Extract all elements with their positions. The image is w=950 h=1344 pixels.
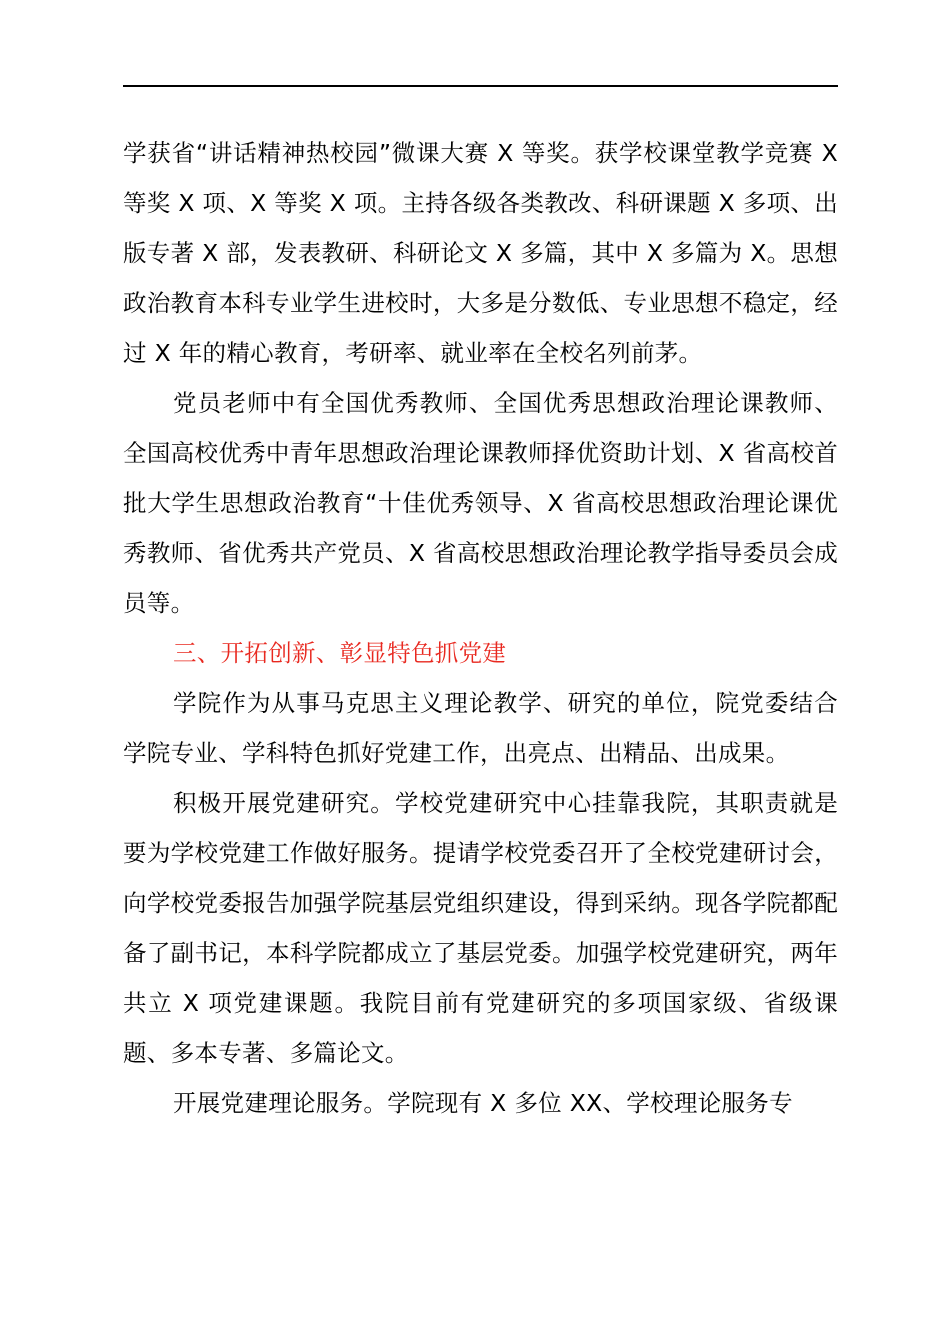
document-body xyxy=(123,128,838,1128)
paragraph-college-party-committee: 学院作为从事马克思主义理论教学、研究的单位，院党委结合学院专业、学科特色抓好党建工作，出亮点、出精品、出成果。 xyxy=(123,689,838,767)
header-rule xyxy=(123,85,838,87)
section-heading: 三、开拓创新、彰显特色抓党建 xyxy=(173,639,507,667)
paragraph-party-member-teachers: 党员老师中有全国优秀教师、全国优秀思想政治理论课教师、全国高校优秀中青年思想政治理论课教师择优资助计划、X 省高校首批大学生思想政治教育“十佳优秀领导、X 省高校思想政治理论课优秀教师、省优秀共产党员、X 省高校思想政治理论教学指导委员会成员等。 xyxy=(123,389,838,617)
paragraph-party-research: 积极开展党建研究。学校党建研究中心挂靠我院，其职责就是要为学校党建工作做好服务。提请学校党委召开了全校党建研讨会，向学校党委报告加强学院基层党组织建设，得到采纳。现各学院都配备了副书记，本科学院都成立了基层党委。加强学校党建研究，两年共立 X 项党建课题。我院目前有党建研究的多项国家级、省级课题、多本专著、多篇论文。 xyxy=(123,789,838,1067)
paragraph-achievements-continued: 学获省“讲话精神热校园”微课大赛 X 等奖。获学校课堂教学竞赛 X 等奖 X 项、X 等奖 X 项。主持各级各类教改、科研课题 X 多项、出版专著 X 部，发表教研、科研论文 X 多篇，其中 X 多篇为 X。思想政治教育本科专业学生进校时，大多是分数低、专业思想不稳定，经过 X 年的精心教育，考研率、就业率在全校名列前茅。 xyxy=(123,139,838,367)
paragraph-theory-service: 开展党建理论服务。学院现有 X 多位 XX、学校理论服务专 xyxy=(173,1089,793,1117)
